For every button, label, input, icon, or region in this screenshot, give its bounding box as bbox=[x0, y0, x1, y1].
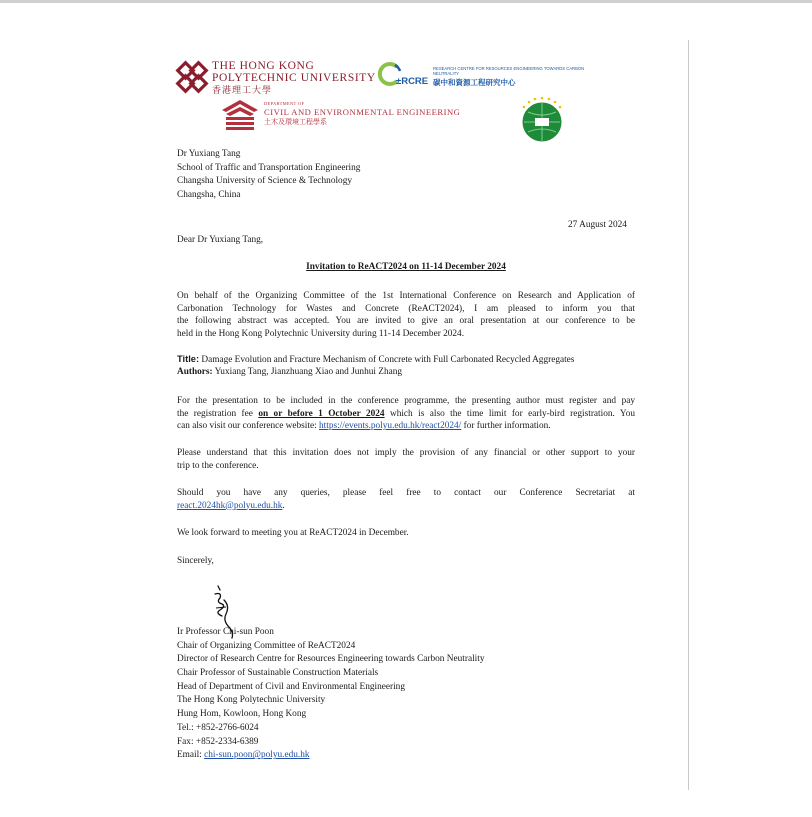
conference-website-link[interactable]: https://events.polyu.edu.hk/react2024/ bbox=[319, 421, 462, 431]
intro-line: Carbonation Technology for Wastes and Concrete (ReACT2024), I am pleased to inform you that bbox=[177, 303, 635, 314]
signer-name: Ir Professor Chi-sun Poon bbox=[177, 627, 274, 637]
signer-email-label: Email: bbox=[177, 750, 202, 761]
cee-dept-name: CIVIL AND ENVIRONMENTAL ENGINEERING bbox=[264, 107, 461, 117]
recipient-address bbox=[177, 149, 360, 203]
registration-paragraph bbox=[177, 396, 635, 434]
cee-dept-name-cn: 土木及環境工程學系 bbox=[264, 118, 327, 126]
signer-email-row bbox=[177, 750, 484, 764]
disclaimer-paragraph bbox=[177, 448, 635, 473]
paper-authors-label: Authors: bbox=[177, 366, 213, 377]
polyu-logo-icon bbox=[175, 60, 209, 94]
recipient-school: School of Traffic and Transportation Engineering bbox=[177, 162, 361, 173]
queries-email-row bbox=[177, 501, 635, 514]
closing-line: We look forward to meeting you at ReACT2024 in December. bbox=[177, 528, 409, 538]
paper-authors-row bbox=[177, 367, 635, 380]
polyu-name-line1: THE HONG KONG bbox=[212, 60, 315, 72]
registration-line bbox=[177, 421, 635, 434]
registration-line bbox=[177, 409, 635, 422]
salutation: Dear Dr Yuxiang Tang, bbox=[177, 235, 264, 245]
polyu-name-cn: 香港理工大學 bbox=[212, 85, 273, 95]
recipient-city: Changsha, China bbox=[177, 189, 241, 200]
letter-date: 27 August 2024 bbox=[568, 220, 627, 230]
signer-role: Director of Research Centre for Resources Engineering towards Carbon Neutrality bbox=[177, 654, 485, 665]
recipient-name: Dr Yuxiang Tang bbox=[177, 149, 241, 159]
registration-early-bird-text: which is also the time limit for early-bird registration. You bbox=[389, 408, 635, 419]
signer-role: Chair of Organizing Committee of ReACT2024 bbox=[177, 640, 356, 651]
signer-role: Chair Professor of Sustainable Construction Materials bbox=[177, 668, 379, 679]
letter-subject: Invitation to ReACT2024 on 11-14 December 2024 bbox=[306, 262, 506, 272]
paper-authors: Yuxiang Tang, Jianzhuang Xiao and Junhui Zhang bbox=[214, 366, 403, 377]
signer-address: Hung Hom, Kowloon, Hong Kong bbox=[177, 709, 307, 720]
registration-deadline: on or before 1 October 2024 bbox=[258, 408, 385, 419]
page-right-border bbox=[688, 40, 689, 790]
paper-info bbox=[177, 354, 635, 379]
signer-fax: Fax: +852-2334-6389 bbox=[177, 736, 259, 747]
signoff: Sincerely, bbox=[177, 556, 214, 566]
signer-tel: Tel.: +852-2766-6024 bbox=[177, 722, 259, 733]
rcre-name-en: RESEARCH CENTRE FOR RESOURCES ENGINEERING TOWARDS CARBON NEUTRALITY bbox=[433, 66, 585, 76]
rcre-abbreviation: ±RCRE bbox=[396, 76, 429, 87]
disclaimer-line: trip to the conference. bbox=[177, 460, 259, 471]
registration-fee-text: the registration fee bbox=[177, 408, 253, 419]
signer-organization: The Hong Kong Polytechnic University bbox=[177, 695, 326, 706]
queries-paragraph bbox=[177, 488, 635, 513]
disclaimer-line: Please understand that this invitation does not imply the provision of any financial or other support to your bbox=[177, 448, 635, 458]
signer-email-link[interactable]: chi-sun.poon@polyu.edu.hk bbox=[204, 750, 310, 761]
intro-line: held in the Hong Kong Polytechnic University during 11-14 December 2024. bbox=[177, 328, 465, 339]
recipient-university: Changsha University of Science & Technology bbox=[177, 176, 353, 187]
website-outro-text: for further information. bbox=[463, 421, 551, 431]
polyu-name-line2: POLYTECHNIC UNIVERSITY bbox=[212, 72, 376, 84]
secretariat-email-link[interactable]: react.2024hk@polyu.edu.hk bbox=[177, 500, 283, 511]
paper-title-row bbox=[177, 354, 635, 367]
cee-dept-label: DEPARTMENT OF bbox=[264, 101, 305, 106]
rcre-name-cn: 碳中和資源工程研究中心 bbox=[433, 78, 516, 87]
cee-logo-icon bbox=[221, 99, 259, 131]
intro-line: On behalf of the Organizing Committee of the 1st International Conference on Research and Application of bbox=[177, 291, 635, 301]
website-intro-text: can also visit our conference website: bbox=[177, 421, 317, 431]
paper-title-label: Title: bbox=[177, 354, 200, 364]
conference-emblem-icon bbox=[516, 94, 568, 146]
signer-block bbox=[177, 627, 484, 764]
registration-line: For the presentation to be included in the conference programme, the presenting author must register and pay bbox=[177, 396, 635, 406]
signer-role: Head of Department of Civil and Environmental Engineering bbox=[177, 681, 405, 692]
paper-title: Damage Evolution and Fracture Mechanism of Concrete with Full Carbonated Recycled Aggregates bbox=[201, 355, 575, 365]
queries-period: . bbox=[282, 500, 285, 511]
intro-line: the following abstract was accepted. You are invited to give an oral presentation at our conference to be bbox=[177, 316, 635, 326]
viewer-top-edge bbox=[0, 0, 812, 3]
queries-line: Should you have any queries, please feel free to contact our Conference Secretariat at bbox=[177, 488, 635, 498]
intro-paragraph bbox=[177, 291, 635, 341]
